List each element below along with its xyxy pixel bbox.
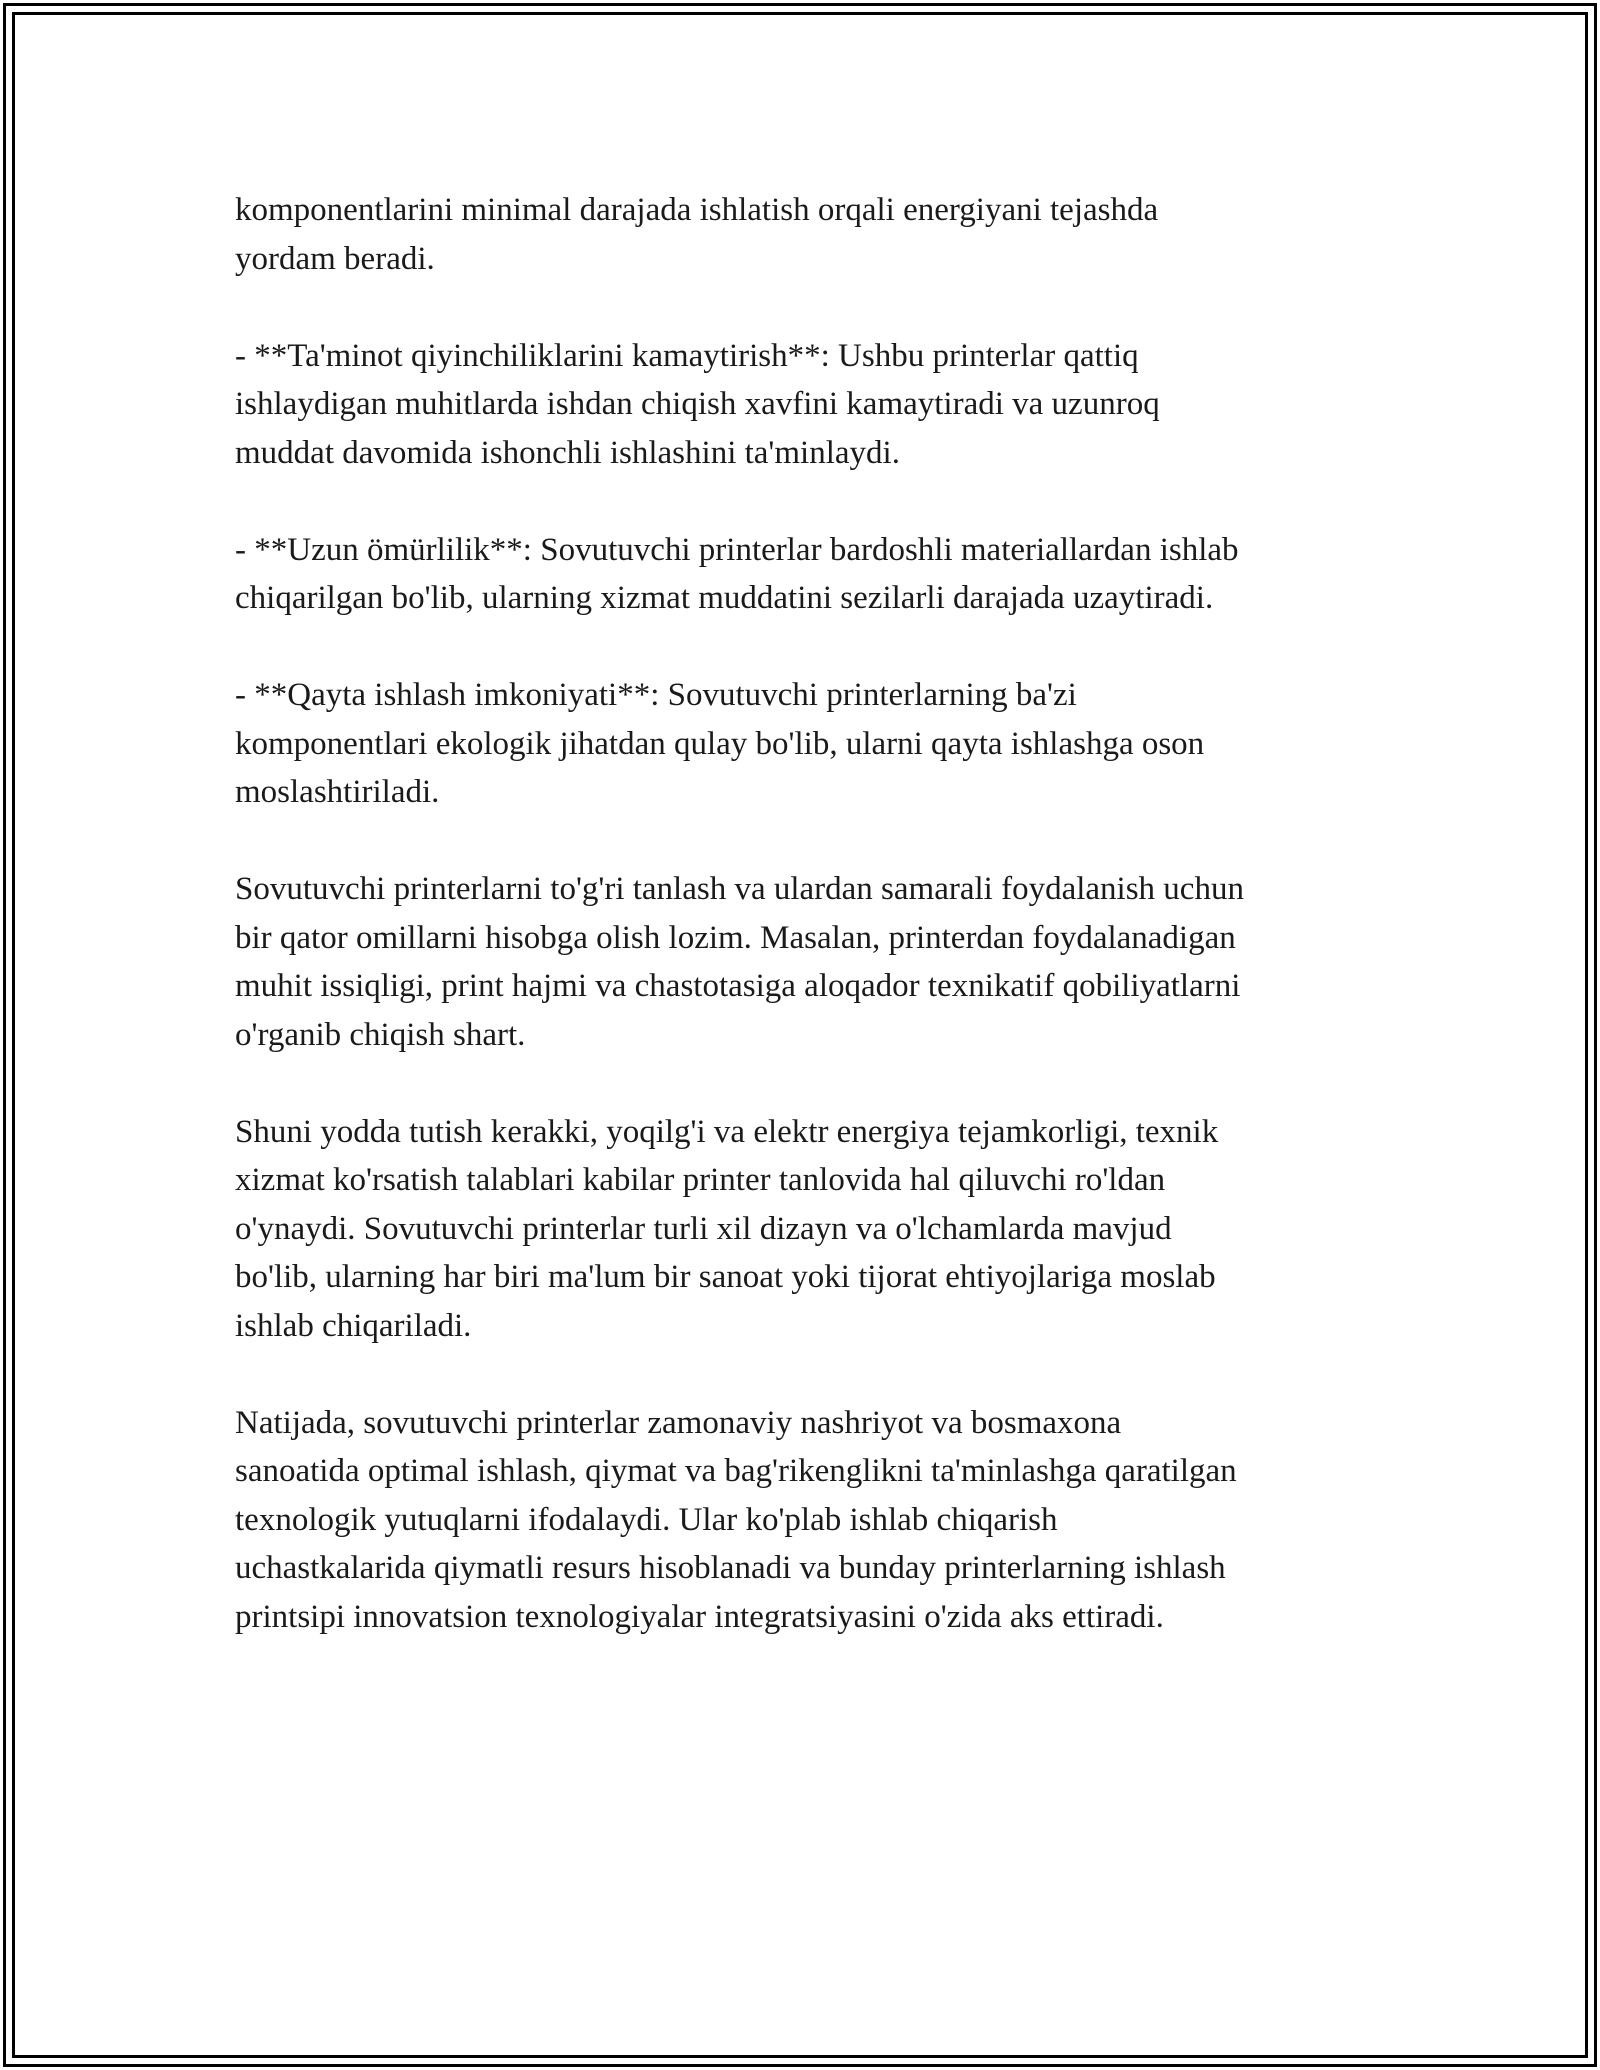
paragraph-energy-saving: komponentlarini minimal darajada ishlatish orqali energiyani tejashda yordam beradi. <box>235 192 1159 277</box>
paragraph-efficiency-requirements: Shuni yodda tutish kerakki, yoqilg'i va elektr energiya tejamkorligi, texnik xizmat ko'rsatish talablari kabilar printer tanlovida hal qiluvchi ro'ldan o'ynaydi. Sovutuvchi printerlar turli xil dizayn va o'lchamlarda mavjud bo'lib, ularning har biri ma'lum bir sanoat yoki tijorat ehtiyojlariga moslab ishlab chiqariladi. <box>235 1113 1219 1344</box>
paragraph-supply-difficulties: - **Ta'minot qiyinchiliklarini kamaytirish**: Ushbu printerlar qattiq ishlaydigan muhitlarda ishdan chiqish xavfini kamaytiradi va uzunroq muddat davomida ishonchli ishlashini ta'minlaydi. <box>235 337 1160 471</box>
paragraph-recycling: - **Qayta ishlash imkoniyati**: Sovutuvchi printerlarning ba'zi komponentlari ekologik jihatdan qulay bo'lib, ularni qayta ishlashga oson moslashtiriladi. <box>235 677 1205 810</box>
paragraph-conclusion: Natijada, sovutuvchi printerlar zamonaviy nashriyot va bosmaxona sanoatida optimal ishlash, qiymat va bag'rikenglikni ta'minlashga qaratilgan texnologik yutuqlarni ifodalaydi. Ular ko'plab ishlab chiqarish uchastkalarida qiymatli resurs hisoblanadi va bunday printerlarning ishlash printsipi innovatsion texnologiyalar integratsiyasini o'zida aks ettiradi. <box>235 1404 1237 1635</box>
paragraph-longevity: - **Uzun ömürlilik**: Sovutuvchi printerlar bardoshli materiallardan ishlab chiqarilgan bo'lib, ularning xizmat muddatini sezilarli darajada uzaytiradi. <box>235 531 1239 616</box>
document-body <box>235 186 1365 1690</box>
paragraph-selection-factors: Sovutuvchi printerlarni to'g'ri tanlash va ulardan samarali foydalanish uchun bir qator omillarni hisobga olish lozim. Masalan, printerdan foydalanadigan muhit issiqligi, print hajmi va chastotasiga aloqador texnikatif qobiliyatlarni o'rganib chiqish shart. <box>235 871 1244 1053</box>
